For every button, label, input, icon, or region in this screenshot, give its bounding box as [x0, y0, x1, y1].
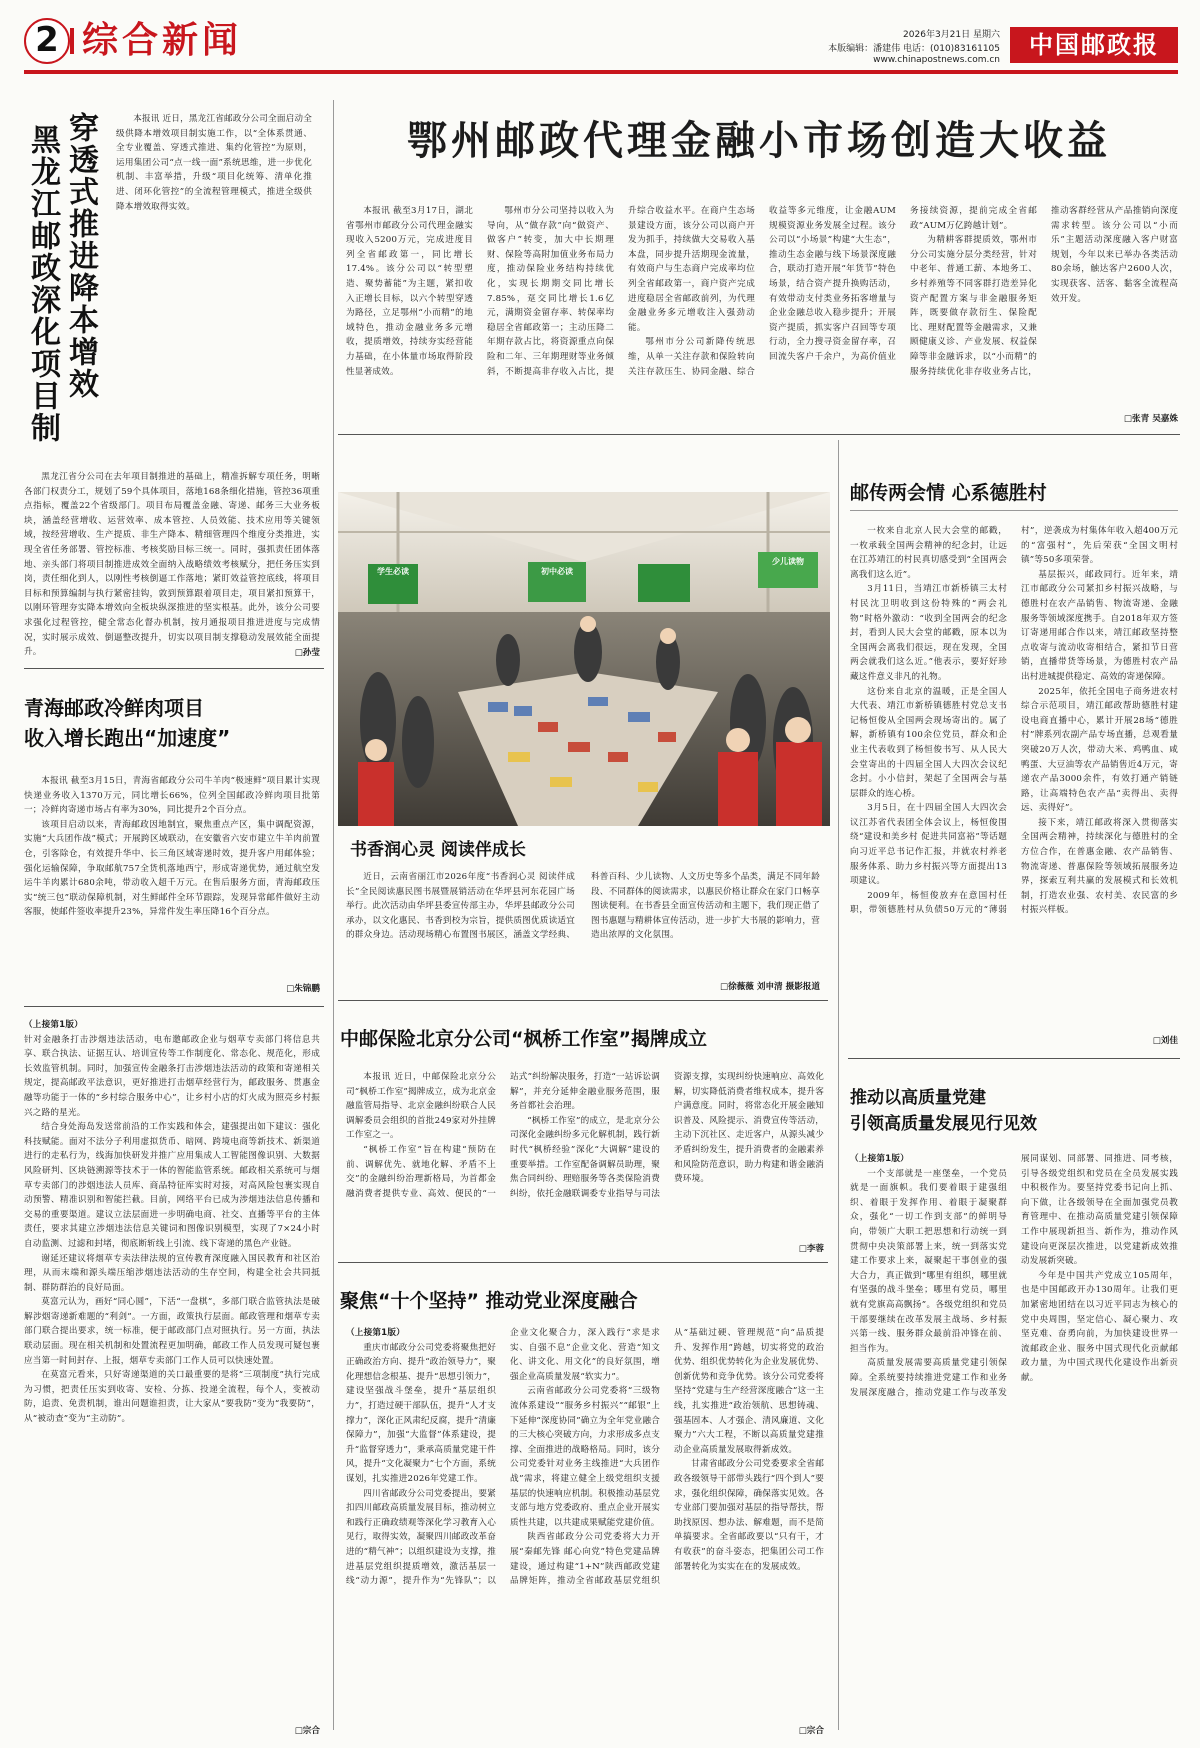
photo-sign: 初中必读: [541, 567, 573, 576]
headline: 聚焦“十个坚持” 推动党业深度融合: [340, 1290, 638, 1312]
paragraph: 3月5日，在十四届全国人大四次会议江苏省代表团全体会议上，杨恒俊围绕“建设和美乡村 促进共同富裕”等话题向习近平总书记作汇报，并就农村养老服务体系、助力乡村振兴等方面提出13项建议。: [850, 803, 1007, 887]
section-divider-mark: [70, 28, 74, 54]
paragraph: “枫桥工作室”的成立，是北京分公司深化金融纠纷多元化解机制，践行新时代“枫桥经验”深化“大调解”建设的重要举措。工作室配备调解员助理，聚焦合同纠纷、理赔服务等各类保险消费纠纷，依托金融联调委专业指导与司法资源支撑，实现纠纷快速响应、高效化解，切实降低消费者维权成本，提升客户满意度。同时，将常态化开展金融知识普及、风险提示、消费宣传等活动，主动下沉社区、走近客户，从源头减少矛盾纠纷发生，提升消费者的金融素养和风险防范意识，助力构建和谐金融消费环境。: [510, 1072, 824, 1199]
article-body: [24, 774, 320, 979]
article-body: [346, 1326, 824, 1722]
paragraph: 一枚来自北京人民大会堂的邮戳，一枚承载全国两会精神的纪念封，让远在江苏靖江的村民真切感受到“全国两会离我们这么近”。: [850, 526, 1007, 580]
masthead: [0, 0, 1200, 82]
book-fair-photo: [338, 492, 830, 826]
paragraph: 四川省邮政分公司党委提出，要紧扣四川邮政高质量发展目标，推动树立和践行正确政绩观等深化学习教育入心见行，取得实效，凝聚四川邮政改革奋进的“精气神”；以组织建设为支撑，推进基层党组织提质增效，激活基层一线“动力源”，提升作为“先锋队”；以企业文化聚合力，深入践行“求是求实、自强不息”企业文化、营造“知文化、讲文化、用文化”的良好氛围，增强企业高质量发展“软实力”。: [346, 1328, 660, 1587]
continued-label: （上接第1版）: [850, 1154, 909, 1164]
paragraph: 鄂州市分公司坚持以收入为导向，从“做存款”向“做资产、做客户”转变，加大中长期理财、保险等高附加值业务布局力度，推动保险业务结构持续优化，实现长期期交同比增长7.85%，趸交同比增长1.6亿元，满期资金留存率、转保率均稳居全省邮政第一；主动压降二年期存款占比，将资源重点向保险和二年、三年期理财等业务倾斜，不断提高非存收入占比，提升综合收益水平。在商户生态场景建设方面，该分公司以商户开发为抓手，持续做大交易收入基本盘，同步提升活期现金流量，有效商户与生态商户完成率均位列全省邮政第一，商户资产完成进度稳居全省邮政前列，为代理金融业务多元增收注入强劲动能。: [487, 206, 755, 377]
headline: 青海邮政冷鲜肉项目: [24, 696, 204, 720]
paragraph: 本报讯 截至3月15日，青海省邮政分公司牛羊肉“极速鲜”项目累计实现快递业务收入1370万元，同比增长66%，位列全国邮政冷鲜肉项目批第一；冷鲜肉寄递市场占有率为30%，同比提升2个百分点。: [24, 776, 320, 816]
byline: □宗合: [294, 1726, 320, 1736]
paragraph: 黑龙江省分公司在去年项目制推进的基础上，精准拆解专项任务，明晰各部门权责分工，规划了59个具体项目，落地168条细化措施，管控36项重点指标，覆盖22个省级部门。项目布局覆盖金融、寄递、邮务三大业务板块，涵盖经营增收、运营效率、成本管控、人员效能、技术应用等关键领域，按经营增收、生产提质、非生产降本、精细管理四个维度分类推进，实现全省任务部署、管控标准、考核奖励目标三统一。同时，强抓责任团体落地、亲头部门将项目制推进成效全面纳入战略绩效考核赋分，把任务压实到岗，责任细化到人，以刚性考核倒逼工作落地；紧盯效益管控底线，将项目目标和预算编制与执行紧密挂钩，敦到预算跟着项目走，项目紧扣预算干，以刚环管理夯实降本增效向全板块纵深推进的坚实根基。此外，该分公司要求强化过程管控，健全常态化督办机制，按月通报项目推进进度与完成情况，实时展示成效、倒逼整改提升，切实以项目制支撑稳动发展效能全面提升。: [24, 472, 320, 658]
headline: 中邮保险北京分公司“枫桥工作室”揭牌成立: [340, 1028, 707, 1050]
book-fair-photo-illustration: [338, 492, 830, 826]
paragraph: 甘肃省邮政分公司党委要求全省邮政各级领导干部带头践行“四个到人”要求，强化组织保障，确保落实见效。各专业部门要加强对基层的指导帮扶，帮助找原因、想办法、解难题，而不是简单搞要求。全省邮政要以“只有干，才有收获”的奋斗姿态，把集团公司工作部署转化为实实在在的发展成效。: [674, 1459, 824, 1572]
divider: [338, 1000, 828, 1001]
paragraph: 莫富元认为，画好“同心圆”，下活“一盘棋”，多部门联合监管执法是破解涉烟寄递新难题的“利剑”。一方面，政策执行层面。邮政管理和烟草专卖部门联合提出要求，统一标准，便于邮政部门点对照执行。另一方面，执法联动层面。现在相关机制和处置流程更加明确，邮政工作人员发现可疑包裹应当第一时间封存、上报，烟草专卖部门工作人员可以快速处置。: [24, 1297, 320, 1366]
page-number: 2: [35, 20, 59, 60]
photo-sign: 少儿读物: [772, 557, 804, 566]
headline-line2: 引领高质量发展见行见效: [850, 1114, 1037, 1134]
continued-label: （上接第1版）: [346, 1328, 405, 1338]
date-line: 2026年3月21日 星期六: [903, 30, 1000, 40]
byline: □张青 吴嘉姝: [1123, 414, 1178, 424]
paragraph: 陕西省邮政分公司党委将大力开展“秦邮先锋 邮心向党”特色党建品牌建设，通过构建“1+N”陕西邮政党建品牌矩阵，推动全省邮政基层党组织从“基础过硬、管理规范”向“品质提升、发挥作用”跨越，切实将党的政治优势、组织优势转化为企业发展优势、创新优势和竞争优势。该分公司党委将坚持“党建与生产经营深度融合”这一主线，扎实推进“政治领航、思想铸魂、强基固本、人才强企、清风廉道、文化聚力”六大工程，不断以高质量党建推动企业高质量发展取得新成效。: [510, 1328, 824, 1587]
paragraph: 本报讯 截至3月17日，湖北省鄂州市邮政分公司代理金融实现收入5200万元，完成进度目列全省邮政第一，同比增长17.4%。该分公司以“转型塑造、聚势蓄能”为主题，紧扣收入正增长目标，以六个转型穿透为路径，立足鄂州“小而精”的地域特色，推动金融业务多元增收，提质增效，持续夯实经营能力基础，在小体量市场取得阶段性显著成效。: [346, 206, 473, 377]
article-qinghai: [24, 680, 324, 980]
paragraph: 高质量发展需要高质量党建引领保障。全系统要持续推进党建工作和业务发展深度融合，推动党建工作与改革发展同谋划、同部署、同推进、同考核，引导各级党组织和党员在全员发展实践中积极作为。要坚持党委书记向上抓、向下做，让各级领导在全面加强党员教育管理中、在推动高质量党建引领保障工作中展现新担当、新作为，推动作风建设向更深层次推进，以党建新成效推动发展新突破。: [850, 1154, 1178, 1398]
paragraph: 本报讯 近日，黑龙江省邮政分公司全面启动全级供降本增效项目制实施工作，以“全体系贯通、全专业覆盖、穿透式推进、集约化管控”为原则，运用集团公司“点一线一面”系统思维，进一步优化机制、丰富举措，升级“项目化统筹、清单化推进、闭环化管控”的全流程管理模式，推进全级供降本增效取得实效。: [116, 114, 312, 212]
masthead-rule: [24, 70, 1178, 74]
byline: □孙莹: [294, 648, 320, 658]
byline: □宗合: [798, 1726, 824, 1736]
divider: [338, 434, 1180, 435]
vertical-headline-main: 黑龙江邮政深化项目制: [25, 124, 60, 444]
main-article-body: [346, 204, 1178, 416]
byline: □李蓉: [798, 1244, 824, 1254]
paragraph: 鄂州市分公司新降传统思维，从单一关注存款和保险转向关注存款压生、协同金融、综合收益等多元维度，让金融AUM规模资源业务发展全过程。该分公司以“小场景”构建“大生态”，推动生态金融与线下场景深度融合，联动打造开展“年货节”特色场景，结合资产提升换购活动，有效带动支付类业务拓客增量与企业金融总收入稳步提升；开展资产提质，抓实客户召回等专项行动，全力搜寻资金留存率，召回流失客户千余户，为高价值业务接续资源，提前完成全省邮政“AUM万亿跨越计划”。: [628, 206, 1037, 377]
divider: [24, 1006, 324, 1007]
paragraph: 云南省邮政分公司党委将“三级物流体系建设”“服务乡村振兴”“邮银”上下延伸“深度协同”确立为全年党业融合的三大核心突破方向，力求形成多点支撑、全面推进的战略格局。同时，该分公司党委针对业务主线推进“大兵团作战”需求，将建立健全上级党组织支援基层的快速响应机制。积极推动基层党支部与地方党委政府、重点企业开展实质性共建，以共建成果赋能党建价值。: [510, 1386, 660, 1528]
headline: 邮传两会情 心系德胜村: [850, 482, 1047, 504]
paragraph: 这份来自北京的温暖，正是全国人大代表、靖江市新桥镇德胜村党总支书记杨恒俊从全国两会现场寄出的。属了解，新桥镇有100余位党员，群众和企业主代表收到了杨恒俊书写、从人民大会堂寄出的十四届全国人大四次会议纪念封。小小信封，架起了全国两会与基层群众的连心桥。: [850, 686, 1007, 799]
paragraph: 3月11日，当靖江市新桥镇三太村村民沈卫明收到这份特殊的“两会礼物”时格外激动：“收到全国两会的纪念封，看到人民大会堂的邮戳，原本以为全国两会离我们很远，现在发现，全国两会就我们这么近。”他表示，要好好珍藏这件意义非凡的礼物。: [850, 584, 1007, 682]
paragraph: 接下来，靖江邮政将深入贯彻落实全国两会精神，持续深化与德胜村的全方位合作，在普惠金融、农产品销售、物流寄递、普惠保险等领域拓展服务边界，探索互利共赢的发展模式和长效机制，打造农业强、农村美、农民富的乡村振兴样板。: [1021, 817, 1178, 916]
paragraph: “枫桥工作室”旨在构建“预防在前、调解优先、就地化解、矛盾不上交”的金融纠纷治理新格局，为首都金融消费者提供专业、高效、便民的“一站式”纠纷解决服务，打造“一站诉讼调解”，并充分延伸金融业服务范围，服务首都社会治理。: [346, 1072, 660, 1199]
column-divider: [838, 440, 839, 1730]
paragraph: 针对金融条打击涉烟违法活动，电布邀邮政企业与烟草专卖部门将信息共享、联合执法、证据互认、培训宣传等工作制度化、常态化、规范化，形成长效监管机制。同时，加强宣传金融条打击涉烟违法活动的政策和寄递相关规定，提高邮政平法意识，更好推进打击烟草经营行为，邮政服务、贯惠金融等功能于一体的“乡村综合服务中心”，让乡村小店的灯火成为照亮乡村振兴之路的星光。: [24, 1034, 320, 1118]
column-divider: [333, 100, 334, 1730]
continued-label: （上接第1版）: [24, 1020, 83, 1030]
article-body: [346, 1070, 824, 1242]
paragraph: 近日，云南省丽江市2026年度“书香润心灵 阅读伴成长”全民阅读惠民图书展暨展销活动在华坪县河东花园广场举行。此次活动由华坪县委宣传部主办，华坪县邮政分公司承办，以文化惠民、书香到校为宗旨，提供质图优质读适宜的群众身边。活动现场精心布置图书展区，涵盖文学经典、科普百科、少儿读物、人文历史等多个品类，满足不同年龄段、不同群体的阅读需求，以惠民价格让群众在家门口畅享图读便利。在书香县全面宣传活动和主题下，我们现正借了图书惠题与精耕体宣传活动，进一步扩大书展的影响力，营造出浓厚的文化氛围。: [346, 872, 820, 941]
paragraph: 一个支部就是一座堡垒，一个党员就是一面旗帜。我们要着眼于建强组织、着眼于发挥作用、着眼于凝聚群众，强化“一切工作到支部”的鲜明导向，带领广大职工把思想和行动统一到贯彻中央决策部署上来，统一到落实党建工作要求上来，凝聚起干事创业的强大合力，真正做到“哪里有组织，哪里就有坚强的战斗堡垒；哪里有党员，哪里就有党旗高高飘扬”。各级党组织和党员干部要继续在改革发展主战场、乡村振兴第一线、服务群众最前沿冲锋在前、担当作为。: [850, 1168, 1007, 1354]
paragraph: 基层振兴，邮政同行。近年来，靖江市邮政分公司紧扣乡村振兴战略，与德胜村在农产品销售、物流寄递、金融服务等领域深度携手。自2018年双方签订寄递用邮合作以来，靖江邮政坚持整点收寄与流动收寄相结合，紧扣节日营销，直播带货等场景，为德胜村农产品出村进城提供稳定、高效的寄递保障。: [1021, 569, 1178, 682]
article-body: [850, 524, 1178, 1030]
paragraph: 本报讯 近日，中邮保险北京分公司“枫桥工作室”揭牌成立，成为北京金融监管局指导、北京金融纠纷联合人民调解委员会组织的首批249家对外挂牌工作室之一。: [346, 1072, 496, 1141]
paragraph: 谢延还建议将烟草专卖法律法规的宣传教育深度融入国民教育和社区治理，从而末端和源头端压缩涉烟违法活动的生存空间，构建全社会共同抵制、群防群治的良好局面。: [24, 1253, 320, 1293]
paragraph: 为精耕客群提质效，鄂州市分公司实施分层分类经营，针对中老年、普通工薪、本地务工、乡村养殖等不同客群打造差异化资产配置方案与非金融服务矩阵，既要做存款衍生、保险配比、理财配置等金融需求，又兼顾健康义诊、产业发展、权益保障等非金融诉求，以“小而精”的服务持续优化非存收业务占比，推动客群经营从产品推销向深度需求转型。该分公司以“小而乐”主题活动深度融入客户财富规划，今年以来已举办各类活动80余场，触达客户2600人次，实现获客、活客、黏客全流程高效开发。: [910, 206, 1178, 377]
divider: [338, 1262, 828, 1263]
newspaper-logo: 中国邮政报: [1010, 27, 1178, 63]
paragraph: 在莫富元看来，只好寄递渠道的关口最重要的是将“三项制度”执行完成为习惯，把责任压实到收寄、安检、分拣、投递全流程，每个人，变被动防，追责、免责机制，谁出问题谁担责，让大家从“要我防”变为“我要防”，从“被动查”变为“主动防”。: [24, 1370, 320, 1425]
photo-sign: 学生必读: [377, 567, 409, 576]
divider: [850, 510, 1178, 511]
byline: □徐薇薇 刘申清 摄影报道: [719, 982, 820, 992]
editor-line: 本版编辑：潘建伟 电话：(010)83161105: [828, 44, 1000, 54]
section-title: 综合新闻: [82, 20, 243, 61]
divider: [848, 1058, 1180, 1059]
article-continued-1: [24, 1018, 320, 1720]
paragraph: 2025年，依托全国电子商务进农村综合示范项目，靖江邮政帮助德胜村建设电商直播中心，累计开展28场“德胜村”牌系列农副产品专场直播，总观看量突破20万人次，带动大米、鸡鸭血、咸鸭蛋、大豆油等农产品销售近4万元，寄递农产品3000余件，有效打通产销链路，让高端特色农产品“卖得出、卖得远、卖得好”。: [1021, 686, 1178, 814]
vertical-headline-sub: 穿透式推进降本增效: [63, 112, 98, 400]
main-headline: 鄂州邮政代理金融小市场创造大收益: [407, 118, 1111, 164]
article-body: [850, 1152, 1178, 1732]
photo-caption-title: 书香润心灵 阅读伴成长: [350, 840, 526, 860]
headline-line2: 收入增长跑出“加速度”: [24, 726, 231, 750]
paragraph: 结合身处海岛发送常前沿的工作实践和体会，建强提出如下建议：强化科技赋能。面对不法分子利用虚拟货币、暗网、跨境电商等新技术、新渠道进行的走私行为，线海加快研发并推广应用集成人工智能图像识别、大数据风险研判、区块链溯源等技术于一体的智能监管系统。邮政相关系统可与烟草专卖部门的涉烟违法人员库、商品特征库实时对接，对高风险包裹实现自动预警、精准识别和智能拦截。目前，网络平台已成为涉烟违法信息传播和交易的重要渠道。建议立法层面进一步明确电商、社交、直播等平台的主体责任，要求其建立涉烟违法信息关键词和图像识别模型，实现了7×24小时自动监测、过滤和封堵，彻底断斩线上引流、线下寄递的黑色产业链。: [24, 1122, 320, 1249]
divider: [24, 668, 324, 669]
photo-caption-text: [346, 870, 820, 978]
paragraph: 该项目启动以来，青海邮政因地制宜，聚焦重点产区，集中调配资源，实施“大兵团作战”模式；开展跨区域联动，在安徽省六安市建立牛羊肉前置仓，引客除仓，有效提升华中、长三角区域寄递时效，提升客户用邮体验；强化运输保障，争取邮航757全货机落地西宁，形成寄递优势，通过航空发运牛羊肉累计680余吨，带动收入超千万元。在售后服务方面，青海邮政压实“统三包”联动保障机制，对生鲜邮件全环节跟踪，发现异常邮件做好主动客服，使邮件签收率提升23%，异常件发生率压降16个百分点。: [24, 819, 320, 918]
paragraph: 重庆市邮政分公司党委将聚焦把好正确政治方向、提升“政治领导力”，聚化理想信念根基、提升“思想引领力”，建设坚强战斗堡垒，提升“基层组织力”，打造过硬干部队伍，提升“人才支撑力”，深化正风肃纪反腐，提升“清廉保障力”，加强“大监督”体系建设，提升“监督穿透力”，秉承高质量党建干件风，提升“文化凝聚力”七个方面，系统谋划，扎实推进2026年党建工作。: [346, 1342, 496, 1484]
site-url: www.chinapostnews.com.cn: [873, 55, 1000, 65]
paragraph: 2009年，杨恒俊放弃在意国村任职，带领德胜村从负债50万元的“薄弱村”，逆袭成为村集体年收入超400万元的“富强村”，先后荣获“全国文明村镇”等50多项荣誉。: [850, 526, 1178, 916]
byline: □朱锦鹏: [286, 984, 320, 994]
headline: 推动以高质量党建: [850, 1088, 986, 1108]
byline: □刘佳: [1152, 1036, 1178, 1046]
paragraph: 今年是中国共产党成立105周年，也是中国邮政开办130周年。让我们更加紧密地团结在以习近平同志为核心的党中央周围，坚定信心、凝心聚力、攻坚克难、奋勇向前，为加快建设世界一流邮政企业、服务中国式现代化贡献邮政力量，为中国式现代化建设作出新贡献。: [1021, 1270, 1178, 1383]
heilongjiang-lead: [116, 112, 312, 464]
